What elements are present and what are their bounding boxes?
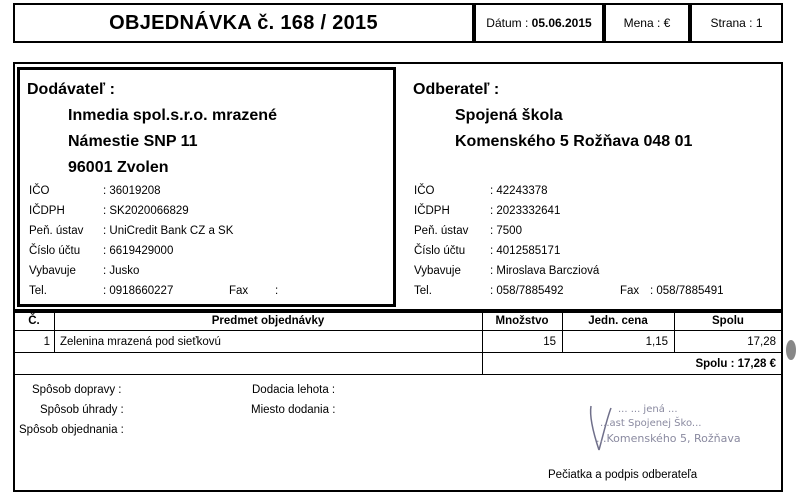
field-value: : Jusko xyxy=(103,265,140,277)
page-field: Strana : 1 xyxy=(710,16,763,30)
customer-field-row xyxy=(414,285,774,305)
supplier-field-row xyxy=(29,225,389,245)
customer-heading: Odberateľ : xyxy=(413,81,500,98)
row-no: 1 xyxy=(43,336,50,348)
field-label: Peň. ústav xyxy=(414,225,469,237)
document-title: OBJEDNÁVKA č. 168 / 2015 xyxy=(109,12,378,34)
grand-total xyxy=(600,358,776,370)
field-label: IČO xyxy=(414,185,435,197)
supplier-field-row xyxy=(29,185,389,205)
field-label: Vybavuje xyxy=(29,265,76,277)
stamp-caption: Pečiatka a podpis odberateľa xyxy=(548,469,698,481)
total-rule xyxy=(482,374,782,375)
field-value: : 0918660227 xyxy=(103,285,174,297)
footer-rule xyxy=(14,374,482,375)
customer-address: Komenského 5 Rožňava 048 01 xyxy=(455,133,693,150)
delivery-term-label: Dodacia lehota : xyxy=(252,384,336,396)
field-value: : 36019208 xyxy=(103,185,161,197)
customer-field-row xyxy=(414,245,774,265)
field-label: Peň. ústav xyxy=(29,225,84,237)
delivery-place-label: Miesto dodania : xyxy=(251,404,336,416)
supplier-fields xyxy=(29,185,389,305)
field-value: : UniCredit Bank CZ a SK xyxy=(103,225,234,237)
supplier-field-row xyxy=(29,245,389,265)
field-label: Číslo účtu xyxy=(29,245,81,257)
table-row-rule xyxy=(14,352,782,353)
field-value: : 2023332641 xyxy=(490,205,561,217)
row-item: Zelenina mrazená pod sieťkovú xyxy=(60,336,221,348)
row-total: 17,28 xyxy=(747,336,776,348)
field-label: Číslo účtu xyxy=(414,245,466,257)
ordering-label: Spôsob objednania : xyxy=(19,424,124,436)
fax-value: : 058/7885491 xyxy=(650,285,724,297)
supplier-city: 96001 Zvolen xyxy=(68,159,169,176)
stamp-line: ...ast Spojenej Ško... xyxy=(600,418,702,429)
field-label: Vybavuje xyxy=(414,265,461,277)
supplier-field-row xyxy=(29,285,389,305)
fax-value: : xyxy=(275,285,279,297)
field-value: : 6619429000 xyxy=(103,245,174,257)
transport-label: Spôsob dopravy : xyxy=(32,384,122,396)
customer-fields xyxy=(414,185,774,305)
field-label: IČDPH xyxy=(29,205,65,217)
customer-field-row xyxy=(414,205,774,225)
supplier-field-row xyxy=(29,265,389,285)
ink-smudge xyxy=(786,340,796,360)
field-value: : 42243378 xyxy=(490,185,548,197)
customer-field-row xyxy=(414,185,774,205)
col-header-unit-price: Jedn. cena xyxy=(588,315,648,327)
table-header-rule xyxy=(14,330,782,331)
date-label: Dátum : xyxy=(486,16,529,30)
field-label: Tel. xyxy=(29,285,47,297)
fax-label: Fax xyxy=(620,285,640,297)
supplier-name: Inmedia spol.s.r.o. mrazené xyxy=(68,107,277,124)
col-header-item: Predmet objednávky xyxy=(211,315,325,327)
col-header-qty: Množstvo xyxy=(495,315,549,327)
currency-field: Mena : € xyxy=(623,16,671,30)
field-value: : 7500 xyxy=(490,225,522,237)
col-header-total: Spolu xyxy=(712,315,744,327)
row-unit-price: 1,15 xyxy=(645,336,668,348)
customer-field-row xyxy=(414,225,774,245)
total-label: Spolu : xyxy=(695,358,735,370)
stamp-line: ...Komenského 5, Rožňava xyxy=(596,432,741,445)
date-value: 05.06.2015 xyxy=(531,16,592,30)
field-value: : SK2020066829 xyxy=(103,205,189,217)
field-label: IČDPH xyxy=(414,205,450,217)
total-value: 17,28 € xyxy=(737,358,776,370)
field-label: IČO xyxy=(29,185,50,197)
fax-label: Fax xyxy=(229,285,249,297)
customer-field-row xyxy=(414,265,774,285)
field-value: : Miroslava Barcziová xyxy=(490,265,600,277)
date-field xyxy=(474,16,604,30)
field-value: : 058/7885492 xyxy=(490,285,564,297)
payment-label: Spôsob úhrady : xyxy=(40,404,124,416)
col-header-no: Č. xyxy=(28,315,40,327)
field-label: Tel. xyxy=(414,285,432,297)
field-value: : 4012585171 xyxy=(490,245,561,257)
row-qty: 15 xyxy=(543,336,556,348)
stamp-line: ... ... jená ... xyxy=(618,404,678,415)
supplier-street: Námestie SNP 11 xyxy=(68,133,198,150)
customer-name: Spojená škola xyxy=(455,107,563,124)
supplier-field-row xyxy=(29,205,389,225)
supplier-heading: Dodávateľ : xyxy=(27,81,115,98)
